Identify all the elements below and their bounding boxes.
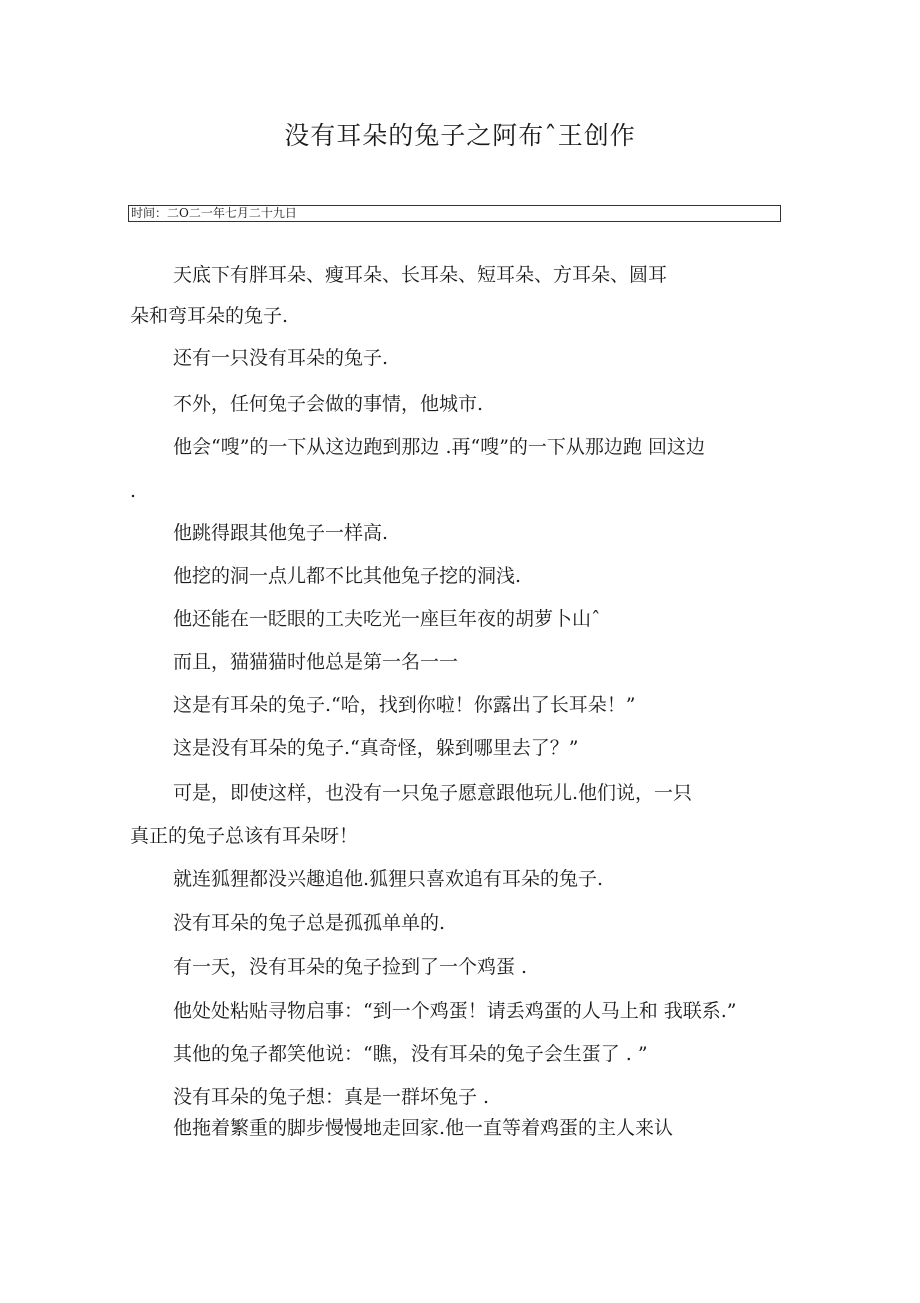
paragraph-line: 真正的兔子总该有耳朵呀！ (130, 825, 359, 847)
date-line-box: 时间：二O二一年七月二十九日 (128, 205, 781, 222)
paragraph-line: 他处处粘贴寻物启事：“到一个鸡蛋！请丢鸡蛋的人马上和 我联系.” (173, 1000, 737, 1022)
paragraph-line: 没有耳朵的兔子想：真是一群坏兔子 . (173, 1086, 490, 1108)
paragraph-line: 可是，即使这样，也没有一只兔子愿意跟他玩儿.他们说，一只 (173, 782, 693, 804)
paragraph-line: 这是没有耳朵的兔子.“真奇怪，躲到哪里去了？” (173, 737, 579, 759)
paragraph-line: . (130, 480, 137, 502)
paragraph-line: 就连狐狸都没兴趣追他.狐狸只喜欢追有耳朵的兔子. (173, 868, 604, 890)
paragraph-line: 其他的兔子都笑他说：“瞧，没有耳朵的兔子会生蛋了 . ” (173, 1043, 648, 1065)
paragraph-line: 这是有耳朵的兔子.“哈，找到你啦！你露出了长耳朵！” (173, 694, 636, 716)
paragraph-line: 他还能在一眨眼的工夫吃光一座巨年夜的胡萝卜山ˆ (173, 608, 601, 630)
paragraph-line: 天底下有胖耳朵、瘦耳朵、长耳朵、短耳朵、方耳朵、圆耳 (173, 264, 668, 286)
paragraph-line: 还有一只没有耳朵的兔子. (173, 347, 389, 369)
paragraph-line: 他挖的洞一点儿都不比其他兔子挖的洞浅. (173, 565, 522, 587)
paragraph-line: 没有耳朵的兔子总是孤孤单单的. (173, 912, 446, 934)
paragraph-line: 不外，任何兔子会做的事情，他城市. (173, 393, 484, 415)
document-title: 没有耳朵的兔子之阿布ˆ王创作 (284, 121, 636, 150)
paragraph-line: 他拖着繁重的脚步慢慢地走回家.他一直等着鸡蛋的主人来认 (173, 1117, 674, 1139)
paragraph-line: 朵和弯耳朵的兔子. (130, 305, 289, 327)
paragraph-line: 他跳得跟其他兔子一样高. (173, 522, 389, 544)
paragraph-line: 有一天，没有耳朵的兔子捡到了一个鸡蛋 . (173, 956, 528, 978)
paragraph-line: 而且，猫猫猫时他总是第一名一一 (173, 651, 459, 673)
paragraph-line: 他会“嗖”的一下从这边跑到那边 .再“嗖”的一下从那边跑 回这边 (173, 436, 705, 458)
